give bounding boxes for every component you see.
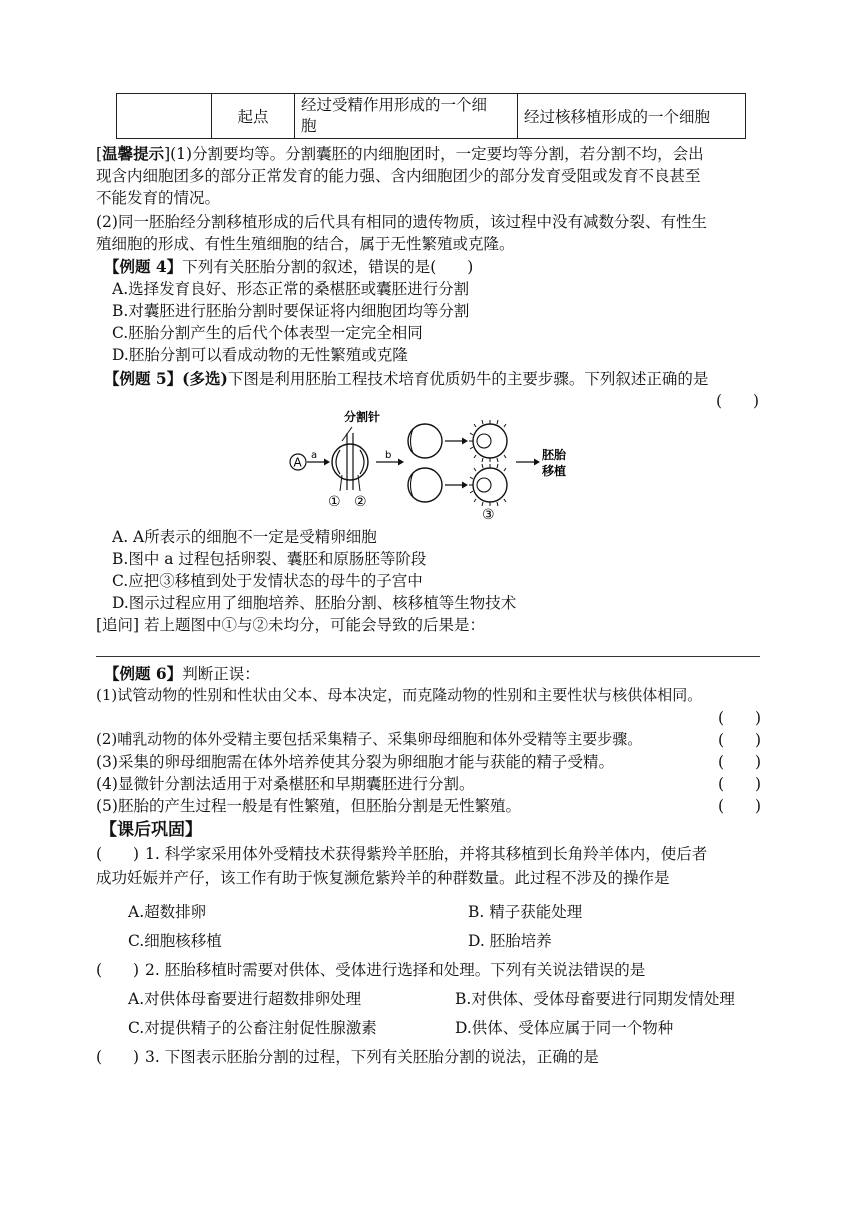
developed-embryo-top — [469, 420, 507, 462]
q1-option-b[interactable]: B. 精子获能处理 — [468, 903, 583, 921]
figure-label-2: ② — [354, 494, 367, 510]
example-5-option-c[interactable]: C.应把③移植到处于发情状态的母牛的子宫中 — [112, 572, 423, 590]
embryo-splitting-figure — [280, 405, 580, 525]
example-4-option-a[interactable]: A.选择发育良好、形态正常的桑椹胚或囊胚进行分割 — [112, 280, 470, 298]
example-4-stem — [104, 255, 473, 277]
judge-statement-2: (2)哺乳动物的体外受精主要包括采集精子、采集卵母细胞和体外受精等主要步骤。 — [96, 730, 643, 748]
cell-text-line1: 经过受精作用形成的一个细 — [301, 96, 488, 114]
figure-label-1: ① — [328, 494, 341, 510]
arrow-a-head — [324, 459, 330, 466]
example-4-option-b[interactable]: B.对囊胚进行胚胎分割时要保证将内细胞团均等分割 — [112, 302, 470, 320]
tip-line-2: 现含内细胞团多的部分正常发育的能力强、含内细胞团少的部分发育受阻或发育不良甚至 — [96, 167, 701, 185]
example-5-label: 【例题 5】(多选) — [104, 369, 228, 388]
judge-paren-4[interactable]: ( ) — [718, 775, 762, 793]
section-title: 【课后巩固】 — [100, 820, 202, 840]
tip-line-4: (2)同一胚胎经分割移植形成的后代具有相同的遗传物质，该过程中没有减数分裂、有性生 — [96, 213, 707, 231]
example-4-label: 【例题 4】 — [104, 257, 183, 276]
figure-label-a: a — [311, 450, 318, 461]
q3-answer-paren[interactable]: ( ) — [96, 1048, 140, 1066]
example-5-question: 下图是利用胚胎工程技术培育优质奶牛的主要步骤。下列叙述正确的是 — [227, 370, 709, 388]
arrow-transplant-head — [534, 459, 540, 466]
cell-text-line2: 胞 — [301, 117, 317, 135]
developed-embryo-bottom — [469, 464, 507, 506]
q2-option-b[interactable]: B.对供体、受体母畜要进行同期发情处理 — [455, 990, 735, 1008]
answer-line[interactable] — [96, 656, 760, 657]
q1-option-d[interactable]: D. 胚胎培养 — [468, 932, 552, 950]
q2-answer-paren[interactable]: ( ) — [96, 961, 140, 979]
example-5-option-d[interactable]: D.图示过程应用了细胞培养、胚胎分割、核移植等生物技术 — [112, 594, 517, 612]
blastocyst-circle — [332, 444, 368, 480]
judge-paren-5[interactable]: ( ) — [718, 797, 762, 815]
q2-option-d[interactable]: D.供体、受体应属于同一个物种 — [455, 1019, 674, 1037]
q1-answer-paren[interactable]: ( ) — [96, 845, 140, 863]
figure-out-1: 胚胎 — [542, 448, 567, 462]
example-6-stem — [104, 662, 260, 684]
q2-option-a[interactable]: A.对供体母畜要进行超数排卵处理 — [128, 990, 362, 1008]
q2-stem: 2. 胚胎移植时需要对供体、受体进行选择和处理。下列有关说法错误的是 — [145, 961, 646, 979]
example-5-option-b[interactable]: B.图中 a 过程包括卵裂、囊胚和原肠胚等阶段 — [112, 550, 427, 568]
figure-label-a-circle: A — [293, 455, 302, 470]
example-5-answer-paren[interactable]: ( ) — [716, 392, 760, 410]
judge-paren-3[interactable]: ( ) — [718, 753, 762, 771]
judge-statement-5: (5)胚胎的产生过程一般是有性繁殖，但胚胎分割是无性繁殖。 — [96, 797, 521, 815]
judge-statement-4: (4)显微针分割法适用于对桑椹胚和早期囊胚进行分割。 — [96, 775, 475, 793]
table-row — [117, 94, 746, 139]
q2-option-c[interactable]: C.对提供精子的公畜注射促性腺激素 — [128, 1019, 377, 1037]
tip-line-5: 殖细胞的形成、有性生殖细胞的结合，属于无性繁殖或克隆。 — [96, 235, 515, 253]
table-cell-empty — [117, 94, 212, 139]
judge-statement-1: (1)试管动物的性别和性状由父本、母本决定，而克隆动物的性别和主要性状与核供体相同。 — [96, 686, 703, 704]
q1-option-a[interactable]: A.超数排卵 — [128, 903, 207, 921]
example-4-option-c[interactable]: C.胚胎分割产生的后代个体表型一定完全相同 — [112, 324, 423, 342]
judge-statement-3: (3)采集的卵母细胞需在体外培养使其分裂为卵细胞才能与获能的精子受精。 — [96, 753, 614, 771]
figure-label-3: ③ — [482, 507, 495, 523]
judge-paren-2[interactable]: ( ) — [718, 731, 762, 749]
judge-paren-1[interactable]: ( ) — [718, 709, 762, 727]
example-6-question: 判断正误： — [182, 665, 260, 683]
figure-label-b: b — [385, 450, 392, 461]
q3-stem: 3. 下图表示胚胎分割的过程，下列有关胚胎分割的说法，正确的是 — [145, 1048, 599, 1066]
example-5-stem — [104, 367, 708, 389]
table-cell-label: 起点 — [212, 94, 295, 139]
figure-needle-label: 分割针 — [344, 410, 381, 424]
example-4-question: 下列有关胚胎分割的叙述，错误的是( ) — [182, 258, 474, 276]
figure-out-2: 移植 — [542, 464, 567, 478]
q1-line-1: 1. 科学家采用体外受精技术获得紫羚羊胚胎，并将其移植到长角羚羊体内，使后者 — [145, 845, 708, 863]
tip-line-1: [温馨提示](1)分割要均等。分割囊胚的内细胞团时，一定要均等分割，若分割不均，会出 — [96, 144, 704, 163]
example-5-option-a[interactable]: A. A所表示的细胞不一定是受精卵细胞 — [112, 528, 377, 546]
arrow-b-head — [398, 459, 404, 466]
q1-option-c[interactable]: C.细胞核移植 — [128, 932, 222, 950]
tip-text-1: ](1)分割要均等。分割囊胚的内细胞团时，一定要均等分割，若分割不均，会出 — [164, 145, 704, 163]
tip-title: 温馨提示 — [102, 144, 165, 163]
q1-line-2: 成功妊娠并产仔，该工作有助于恢复濒危紫羚羊的种群数量。此过程不涉及的操作是 — [96, 869, 670, 887]
follow-up-question: [追问] 若上题图中①与②未均分，可能会导致的后果是： — [96, 616, 486, 634]
table-cell-fertilization — [295, 94, 518, 139]
example-4-option-d[interactable]: D.胚胎分割可以看成动物的无性繁殖或克隆 — [112, 346, 408, 364]
tip-line-3: 不能发育的情况。 — [96, 189, 221, 207]
table-cell-nuclear-transfer: 经过核移植形成的一个细胞 — [518, 94, 746, 139]
comparison-table — [116, 93, 746, 139]
example-6-label: 【例题 6】 — [104, 664, 183, 683]
